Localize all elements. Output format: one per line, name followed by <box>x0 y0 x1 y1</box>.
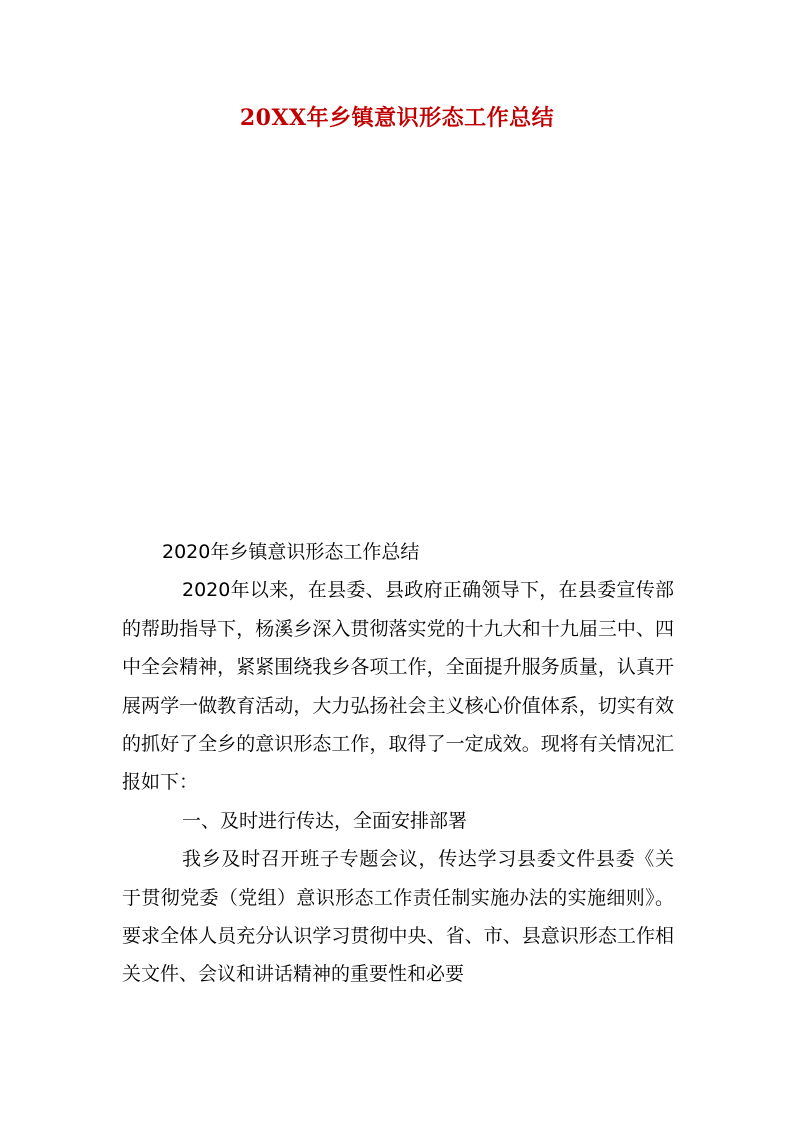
body-paragraph-section-1: 我乡及时召开班子专题会议，传达学习县委文件县委《关于贯彻党委（党组）意识形态工作责任制实施办法的实施细则》。要求全体人员充分认识学习贯彻中央、省、市、县意识形态工作相关文件、会议和讲话精神的重要性和必要 <box>122 848 674 986</box>
section-heading-1: 一、及时进行传达，全面安排部署 <box>182 809 468 832</box>
body-paragraph-intro: 2020年以来，在县委、县政府正确领导下，在县委宣传部的帮助指导下，杨溪乡深入贯彻落实党的十九大和十九届三中、四中全会精神，紧紧围绕我乡各项工作，全面提升服务质量，认真开展两学一做教育活动，大力弘扬社会主义核心价值体系，切实有效的抓好了全乡的意识形态工作，取得了一定成效。现将有关情况汇报如下： <box>122 579 674 794</box>
document-title: 20XX年乡镇意识形态工作总结 <box>239 105 555 131</box>
document-body <box>122 533 674 994</box>
body-subtitle: 2020年乡镇意识形态工作总结 <box>162 541 420 563</box>
